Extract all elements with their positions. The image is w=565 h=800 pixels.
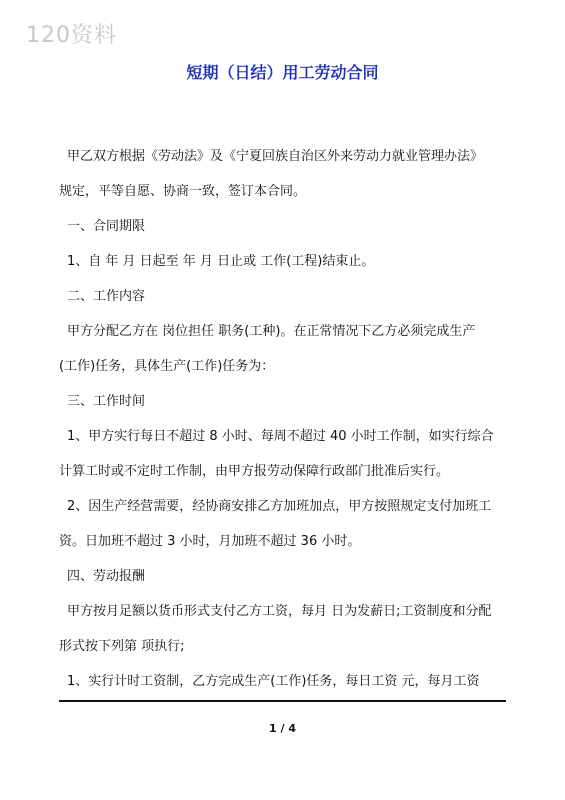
paragraph-line: 2、因生产经营需要，经协商安排乙方加班加点，甲方按照规定支付加班工 [67, 499, 492, 514]
section-heading: 二、工作内容 [67, 289, 146, 304]
paragraph-line: 资。日加班不超过 3 小时，月加班不超过 36 小时。 [59, 534, 361, 549]
paragraph-line: 1、实行计时工资制，乙方完成生产(工作)任务，每日工资 元，每月工资 [67, 674, 480, 689]
paragraph-line: 计算工时或不定时工作制，由甲方报劳动保障行政部门批准后实行。 [59, 464, 450, 479]
paragraph-line: 1、自 年 月 日起至 年 月 日止或 工作(工程)结束止。 [67, 254, 375, 269]
paragraph-line: (工作)任务，具体生产(工作)任务为： [59, 359, 275, 374]
document-title: 短期（日结）用工劳动合同 [186, 63, 379, 82]
paragraph-line: 甲方按月足额以货币形式支付乙方工资，每月 日为发薪日;工资制度和分配 [67, 604, 492, 619]
paragraph-line: 规定，平等自愿、协商一致，签订本合同。 [59, 184, 307, 199]
section-heading: 四、劳动报酬 [67, 569, 146, 584]
paragraph-line: 1、甲方实行每日不超过 8 小时、每周不超过 40 小时工作制，如实行综合 [67, 429, 494, 444]
section-heading: 一、合同期限 [67, 219, 146, 234]
paragraph-line: 形式按下列第 项执行; [59, 639, 185, 654]
watermark: 120资料 [26, 23, 117, 48]
page-divider [59, 700, 506, 702]
section-heading: 三、工作时间 [67, 394, 146, 409]
paragraph-line: 甲乙双方根据《劳动法》及《宁夏回族自治区外来劳动力就业管理办法》 [67, 149, 484, 164]
page-number: 1 / 4 [269, 722, 296, 735]
paragraph-line: 甲方分配乙方在 岗位担任 职务(工种)。在正常情况下乙方必须完成生产 [67, 324, 476, 339]
